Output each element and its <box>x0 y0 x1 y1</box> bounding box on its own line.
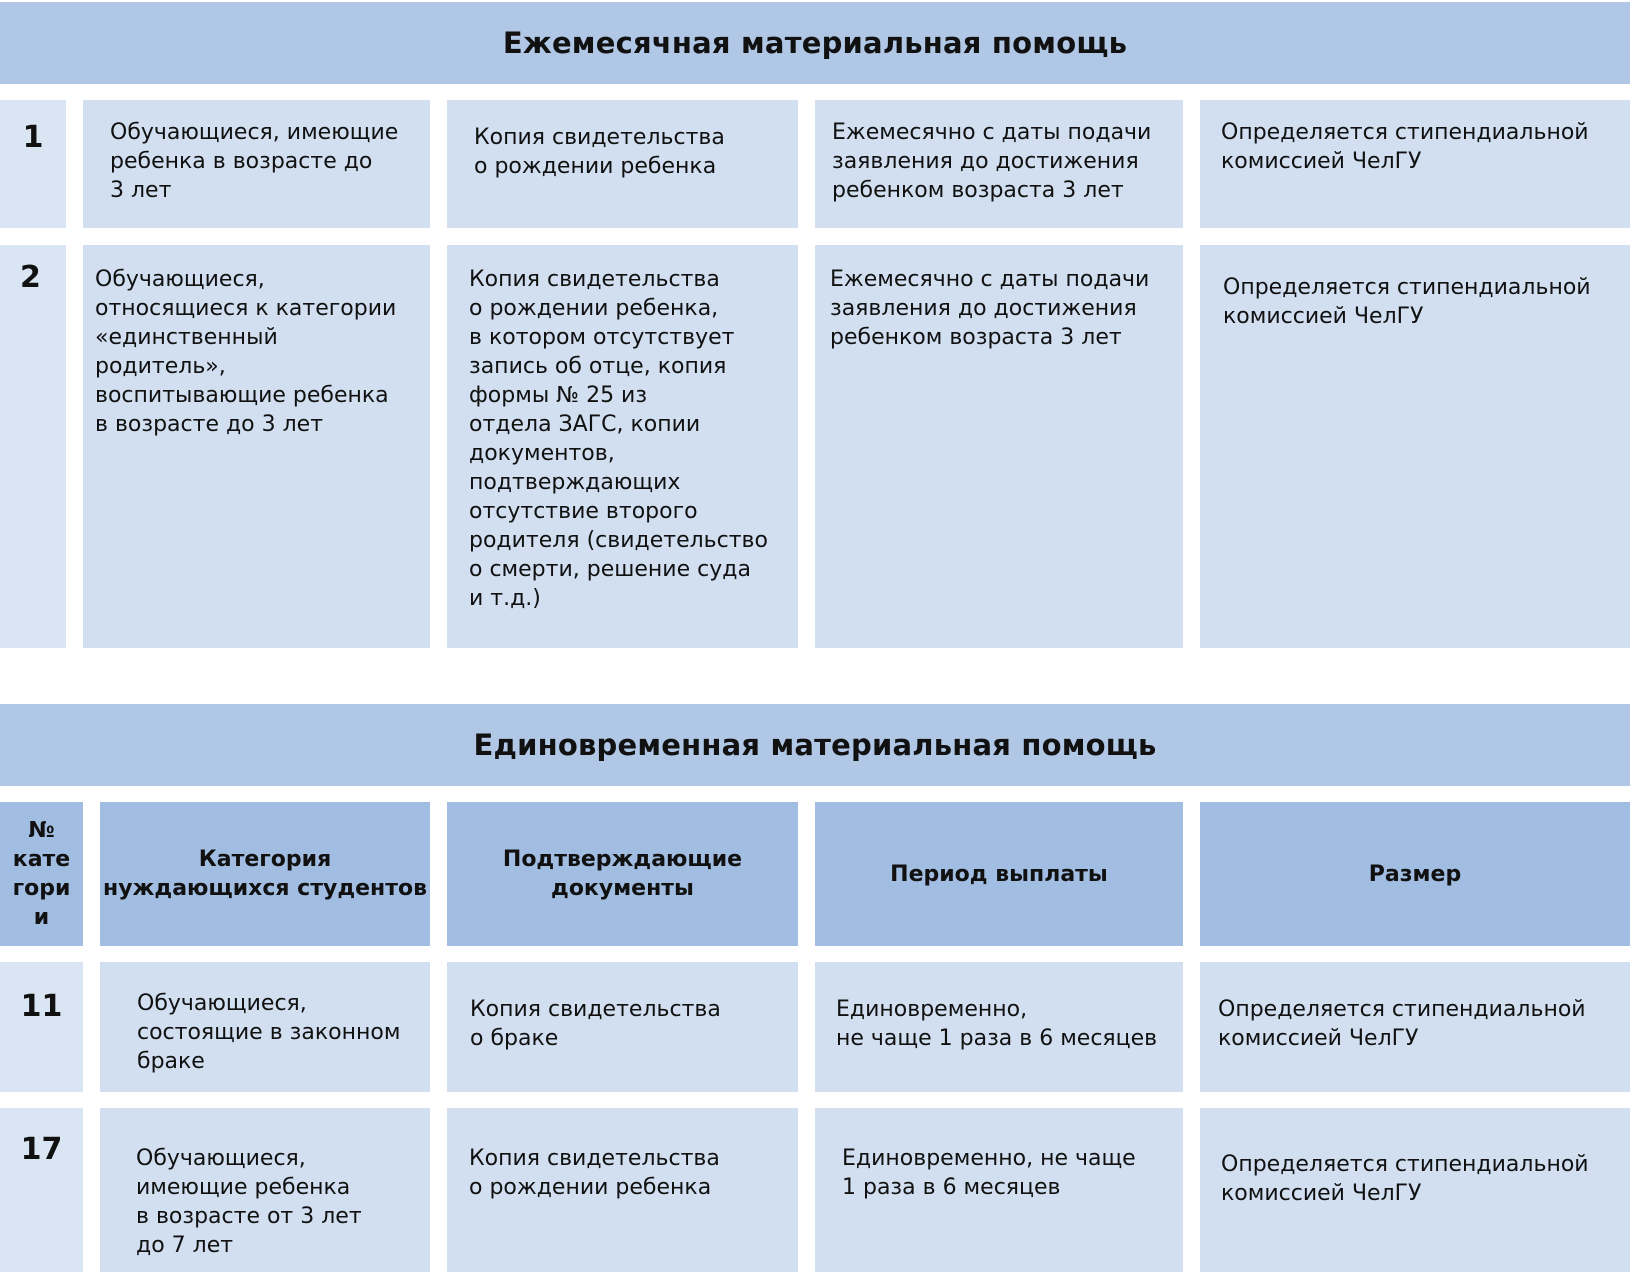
header-documents: Подтверждающие документы <box>447 802 798 946</box>
amount-cell: Определяется стипендиальной комиссией ЧелГУ <box>1200 100 1630 228</box>
header-num: № кате гори и <box>0 802 83 946</box>
amount-cell: Определяется стипендиальной комиссией ЧелГУ <box>1200 245 1630 648</box>
category-cell: Обучающиеся, имеющие ребенка в возрасте от 3 лет до 7 лет <box>100 1108 430 1272</box>
category-cell: Обучающиеся, имеющие ребенка в возрасте до 3 лет <box>83 100 430 228</box>
section-title-onetime: Единовременная материальная помощь <box>0 704 1630 786</box>
row-number: 11 <box>0 962 83 1092</box>
documents-cell: Копия свидетельства о рождении ребенка, в котором отсутствует запись об отце, копия формы № 25 из отдела ЗАГС, копии документов, подтверждающих отсутствие второго родителя (свидетельство о смерти, решение суда и т.д.) <box>447 245 798 648</box>
period-cell: Единовременно, не чаще 1 раза в 6 месяцев <box>815 962 1183 1092</box>
row-number: 2 <box>0 245 66 648</box>
period-cell: Единовременно, не чаще 1 раза в 6 месяцев <box>815 1108 1183 1272</box>
amount-cell: Определяется стипендиальной комиссией ЧелГУ <box>1200 1108 1630 1272</box>
header-period: Период выплаты <box>815 802 1183 946</box>
amount-cell: Определяется стипендиальной комиссией ЧелГУ <box>1200 962 1630 1092</box>
documents-cell: Копия свидетельства о браке <box>447 962 798 1092</box>
header-category: Категория нуждающихся студентов <box>100 802 430 946</box>
period-cell: Ежемесячно с даты подачи заявления до достижения ребенком возраста 3 лет <box>815 100 1183 228</box>
header-amount: Размер <box>1200 802 1630 946</box>
row-number: 1 <box>0 100 66 228</box>
documents-cell: Копия свидетельства о рождении ребенка <box>447 1108 798 1272</box>
category-cell: Обучающиеся, состоящие в законном браке <box>100 962 430 1092</box>
category-cell: Обучающиеся, относящиеся к категории «единственный родитель», воспитывающие ребенка в возрасте до 3 лет <box>83 245 430 648</box>
section-title-monthly: Ежемесячная материальная помощь <box>0 2 1630 84</box>
period-cell: Ежемесячно с даты подачи заявления до достижения ребенком возраста 3 лет <box>815 245 1183 648</box>
documents-cell: Копия свидетельства о рождении ребенка <box>447 100 798 228</box>
row-number: 17 <box>0 1108 83 1272</box>
